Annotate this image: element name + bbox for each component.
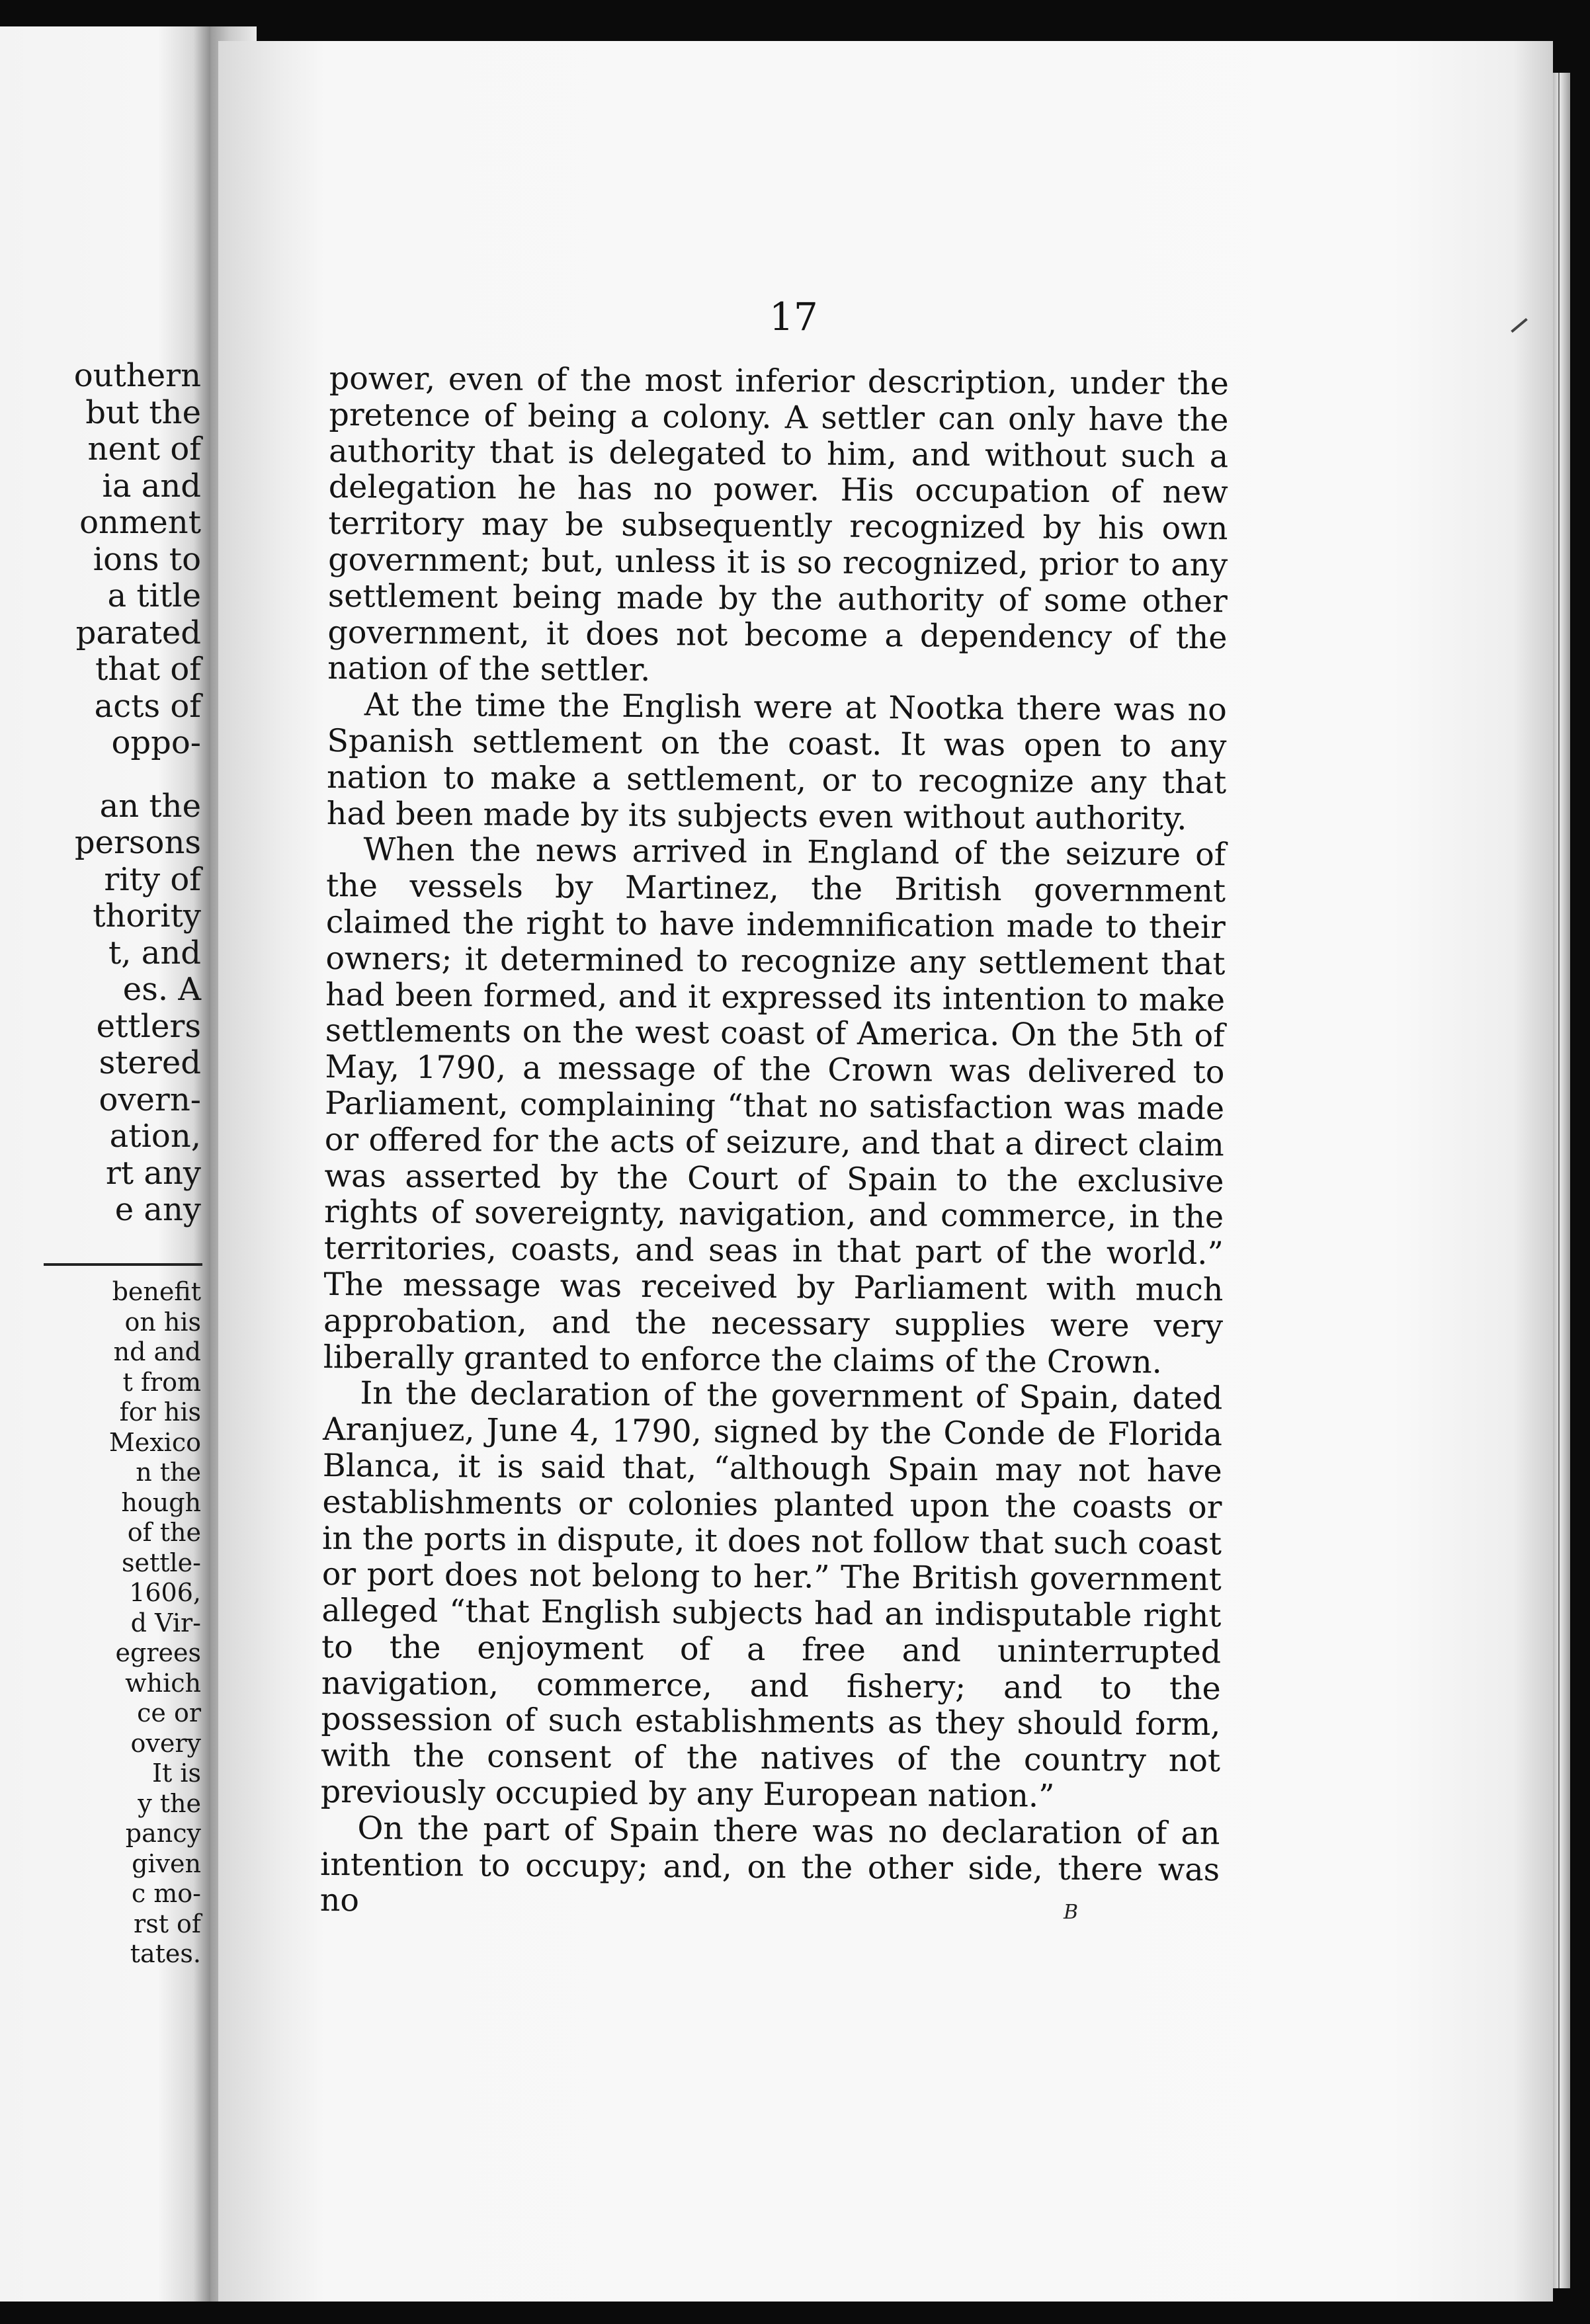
- facing-page-note-line: for his: [119, 1397, 201, 1427]
- facing-page-note-line: hough: [121, 1487, 201, 1517]
- paragraph: On the part of Spain there was no declaration of an intention to occupy; and, on the other side, there was no: [319, 1810, 1220, 1919]
- facing-page-note-line: It is: [151, 1759, 201, 1788]
- facing-page-line: t, and: [108, 934, 201, 972]
- facing-page-line: parated: [75, 614, 201, 651]
- facing-page-line: onment: [79, 504, 201, 541]
- page-number: 17: [769, 294, 818, 339]
- facing-page-line: overn-: [99, 1081, 201, 1118]
- facing-page-line: e any: [114, 1191, 201, 1228]
- facing-page-note-line: which: [125, 1668, 201, 1698]
- signature-mark: B: [1064, 1901, 1079, 1924]
- facing-page-note-line: rst of: [134, 1909, 201, 1938]
- facing-page-note-line: nd and: [113, 1337, 201, 1366]
- facing-page-note-line: Mexico: [108, 1427, 201, 1457]
- facing-page-line: outhern: [73, 357, 201, 394]
- facing-page-note-line: y the: [138, 1788, 201, 1818]
- facing-page-line: rity of: [104, 860, 201, 898]
- facing-page-line: acts of: [94, 687, 201, 725]
- facing-page-note-line: d Vir-: [130, 1608, 201, 1638]
- paragraph: In the declaration of the government of Spain, dated Aranjuez, June 4, 1790, signed by the Conde de Florida Blanca, it is said that, “although Spain may not have establishments or colonies planted upon the coasts or in the ports in dispute, it does not follow that such coast or port does not belong to her.” The British government alleged “that English subjects had an indisputable right to the enjoyment of a free and uninterrupted navigation, commerce, and fishery; and to the possession of such establishments as they should form, with the consent of the natives of the country not previously occupied by any European nation.”: [320, 1375, 1223, 1815]
- paragraph: power, even of the most inferior description, under the pretence of being a colony. A settler can only have the authority that is delegated to him, and without such a delegation he has no power. His occupation of new territory may be subsequently recognized by his own government; but, unless it is so recognized, prior to any settlement being made by the authority of some other government, it does not become a dependency of the nation of the settler.: [327, 360, 1229, 689]
- facing-page-note-line: settle-: [121, 1548, 201, 1577]
- facing-page-line: an the: [99, 787, 201, 825]
- page-edge: [1553, 73, 1570, 2288]
- facing-page-line: ia and: [102, 467, 201, 505]
- facing-page-note-line: tates.: [130, 1939, 201, 1968]
- facing-page-note-line: of the: [127, 1518, 201, 1547]
- facing-page-line: that of: [95, 651, 201, 688]
- facing-page-line: but the: [85, 394, 201, 431]
- facing-page-note-line: overy: [130, 1728, 201, 1758]
- facing-page-note-line: n the: [136, 1458, 201, 1487]
- facing-page-line: stered: [99, 1044, 201, 1081]
- body-text: [320, 361, 1229, 1925]
- facing-page-note-line: benefit: [112, 1277, 201, 1306]
- facing-page-line: ation,: [109, 1118, 201, 1155]
- facing-page-line: oppo-: [111, 724, 201, 761]
- footnote-rule: [44, 1263, 202, 1266]
- paragraph: When the news arrived in England of the seizure of the vessels by Martinez, the British government claimed the right to have indemnification made to their owners; it determined to recognize any settlement that had been formed, and it expressed its intention to make settlements on the west coast of America. On the 5th of May, 1790, a message of the Crown was delivered to Parliament, complaining “that no satisfaction was made or offered for the acts of seizure, and that a direct claim was asserted by the Court of Spain to the exclusive rights of sovereignty, navigation, and commerce, in the territories, coasts, and seas in that part of the world.” The message was received by Parliament with much approbation, and the necessary supplies were very liberally granted to enforce the claims of the Crown.: [323, 831, 1226, 1381]
- facing-page-note-line: pancy: [125, 1819, 201, 1848]
- facing-page-line: thority: [93, 897, 201, 934]
- facing-page-line: a title: [107, 577, 201, 614]
- facing-page-line: rt any: [105, 1154, 201, 1192]
- paragraph: At the time the English were at Nootka there was no Spanish settlement on the coast. It was open to any nation to make a settlement, or to recognize any that had been made by its subjects even without authority.: [326, 686, 1227, 837]
- facing-page-line: es. A: [122, 971, 201, 1008]
- facing-page-line: nent of: [87, 431, 201, 468]
- facing-page-line: ions to: [93, 540, 201, 578]
- facing-page-note-line: given: [132, 1848, 201, 1878]
- facing-page-note-line: c mo-: [131, 1879, 201, 1908]
- facing-page-note-line: egrees: [115, 1638, 201, 1667]
- facing-page-note-line: 1606,: [129, 1578, 201, 1607]
- facing-page-line: ettlers: [96, 1007, 201, 1045]
- facing-page-note-line: ce or: [137, 1698, 201, 1727]
- facing-page: [0, 26, 210, 2302]
- facing-page-note-line: on his: [124, 1307, 201, 1337]
- facing-page-note-line: t from: [122, 1367, 201, 1397]
- facing-page-line: persons: [74, 824, 201, 861]
